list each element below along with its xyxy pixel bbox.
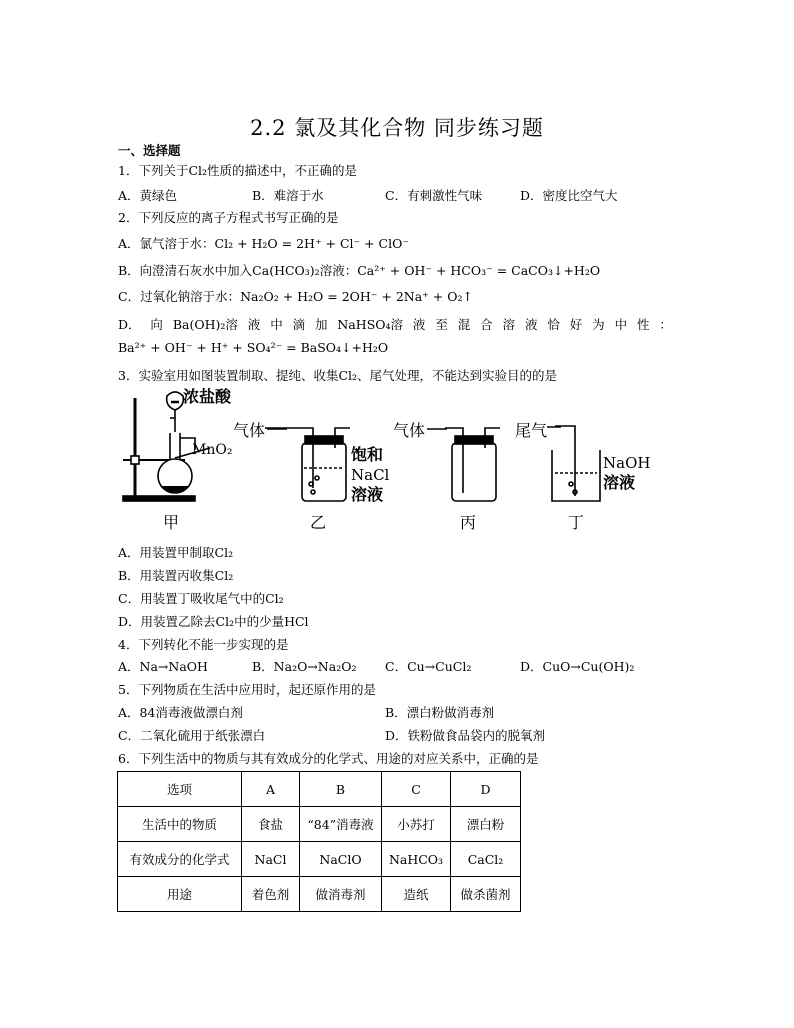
table-row (118, 877, 521, 912)
table-cell: 做消毒剂 (300, 877, 382, 912)
q2d-word: 恰 (547, 317, 560, 332)
question-4-stem: 4．下列转化不能一步实现的是 (118, 637, 289, 652)
label-nacl-line-2: NaCl (351, 466, 390, 484)
q2d-word: 混 (457, 317, 471, 332)
table-row (118, 772, 521, 807)
q2d-word: 性 (636, 317, 650, 332)
q2d-word: 滴 (292, 317, 306, 332)
table-cell: NaClO (300, 842, 382, 877)
section-heading: 一、选择题 (118, 143, 181, 158)
q2-option-a: A．氯气溶于水：Cl₂ + H₂O = 2H⁺ + Cl⁻ + ClO⁻ (118, 236, 409, 251)
label-ding: 丁 (568, 513, 585, 532)
table-cell: C (382, 772, 451, 807)
label-nacl-line-1: 饱和 (351, 445, 384, 464)
apparatus-bing (445, 428, 500, 501)
table-cell: 做杀菌剂 (451, 877, 521, 912)
q4-option-d: D．CuO→Cu(OH)₂ (520, 659, 635, 674)
table-cell: NaCl (242, 842, 300, 877)
q2d-word: NaHSO₄溶 (337, 317, 404, 332)
table-cell: CaCl₂ (451, 842, 521, 877)
q3-option-c: C．用装置丁吸收尾气中的Cl₂ (118, 591, 284, 606)
q2d-word: 为 (592, 317, 605, 332)
q2d-word: 中 (614, 317, 628, 332)
label-yi: 乙 (310, 513, 327, 532)
question-5-stem: 5．下列物质在生活中应用时，起还原作用的是 (118, 682, 376, 697)
label-gas-1: 气体 (233, 421, 266, 440)
q4-option-b: B．Na₂O→Na₂O₂ (252, 659, 357, 674)
q5-option-c: C．二氧化硫用于纸张漂白 (118, 728, 266, 743)
table-cell: 生活中的物质 (118, 807, 242, 842)
q5-option-b: B．漂白粉做消毒剂 (385, 705, 495, 720)
label-nacl-line-3: 溶液 (351, 485, 384, 504)
q2-option-d-line (118, 315, 672, 333)
q6-table (117, 771, 521, 912)
q5-option-d: D．铁粉做食品袋内的脱氧剂 (385, 728, 546, 743)
q2-option-c: C．过氧化钠溶于水：Na₂O₂ + H₂O = 2OH⁻ + 2Na⁺ + O₂↑ (118, 289, 473, 304)
q1-option-d: D．密度比空气大 (520, 188, 618, 203)
q2d-word: ： (659, 317, 672, 332)
question-1-stem: 1．下列关于Cl₂性质的描述中，不正确的是 (118, 163, 358, 178)
q4-option-c: C．Cu→CuCl₂ (385, 659, 472, 674)
q1-option-c: C．有刺激性气味 (385, 188, 483, 203)
table-cell: 食盐 (242, 807, 300, 842)
label-acid: 浓盐酸 (183, 388, 232, 406)
table-cell: 小苏打 (382, 807, 451, 842)
table-cell: 有效成分的化学式 (118, 842, 242, 877)
q2-option-d-equation: Ba²⁺ + OH⁻ + H⁺ + SO₄²⁻ = BaSO₄↓+H₂O (118, 340, 389, 355)
q3-option-a: A．用装置甲制取Cl₂ (118, 545, 234, 560)
table-cell: 着色剂 (242, 877, 300, 912)
table-row (118, 807, 521, 842)
q4-option-a: A．Na→NaOH (118, 659, 208, 674)
label-jia: 甲 (163, 513, 180, 532)
label-mno2: MnO₂ (192, 442, 233, 458)
q1-option-a: A．黄绿色 (118, 188, 178, 203)
page-title: 2.2 氯及其化合物 同步练习题 (250, 116, 544, 140)
table-cell: B (300, 772, 382, 807)
q2d-word: 液 (247, 317, 261, 332)
q2d-word: 溶 (502, 317, 516, 332)
table-cell: D (451, 772, 521, 807)
q2d-word: 向 (150, 317, 163, 332)
q2d-word: 液 (412, 317, 426, 332)
table-cell: 选项 (118, 772, 242, 807)
label-bing: 丙 (460, 513, 477, 532)
table-cell: 漂白粉 (451, 807, 521, 842)
label-naoh-line-1: NaOH (603, 454, 651, 472)
question-6-stem: 6．下列生活中的物质与其有效成分的化学式、用途的对应关系中，正确的是 (118, 751, 539, 766)
q2d-word: 好 (569, 317, 583, 332)
q5-option-a: A．84消毒液做漂白剂 (118, 705, 243, 720)
q2d-word: 加 (315, 317, 328, 332)
table-row (118, 842, 521, 877)
apparatus-ding (552, 426, 600, 501)
q2-option-b: B．向澄清石灰水中加入Ca(HCO₃)₂溶液：Ca²⁺ + OH⁻ + HCO₃⁻ = CaCO₃↓+H₂O (118, 263, 601, 278)
q3-option-b: B．用装置丙收集Cl₂ (118, 568, 234, 583)
apparatus-diagram (115, 388, 675, 538)
label-naoh-line-2: 溶液 (603, 473, 636, 492)
apparatus-yi (265, 428, 350, 501)
q2d-word: D． (118, 317, 141, 332)
q1-option-b: B．难溶于水 (252, 188, 324, 203)
label-tail-gas: 尾气 (515, 421, 548, 440)
q2d-word: 至 (435, 317, 448, 332)
q2d-word: 中 (270, 317, 283, 332)
q2d-word: 合 (480, 317, 493, 332)
table-cell: 用途 (118, 877, 242, 912)
label-gas-2: 气体 (393, 421, 426, 440)
question-2-stem: 2．下列反应的离子方程式书写正确的是 (118, 210, 339, 225)
question-3-stem: 3．实验室用如图装置制取、提纯、收集Cl₂、尾气处理，不能达到实验目的的是 (118, 368, 558, 383)
q2d-word: 液 (524, 317, 538, 332)
q2d-word: Ba(OH)₂溶 (172, 317, 238, 332)
q3-option-d: D．用装置乙除去Cl₂中的少量HCl (118, 614, 309, 629)
table-cell: 造纸 (382, 877, 451, 912)
table-cell: A (242, 772, 300, 807)
table-cell: “84”消毒液 (300, 807, 382, 842)
table-cell: NaHCO₃ (382, 842, 451, 877)
